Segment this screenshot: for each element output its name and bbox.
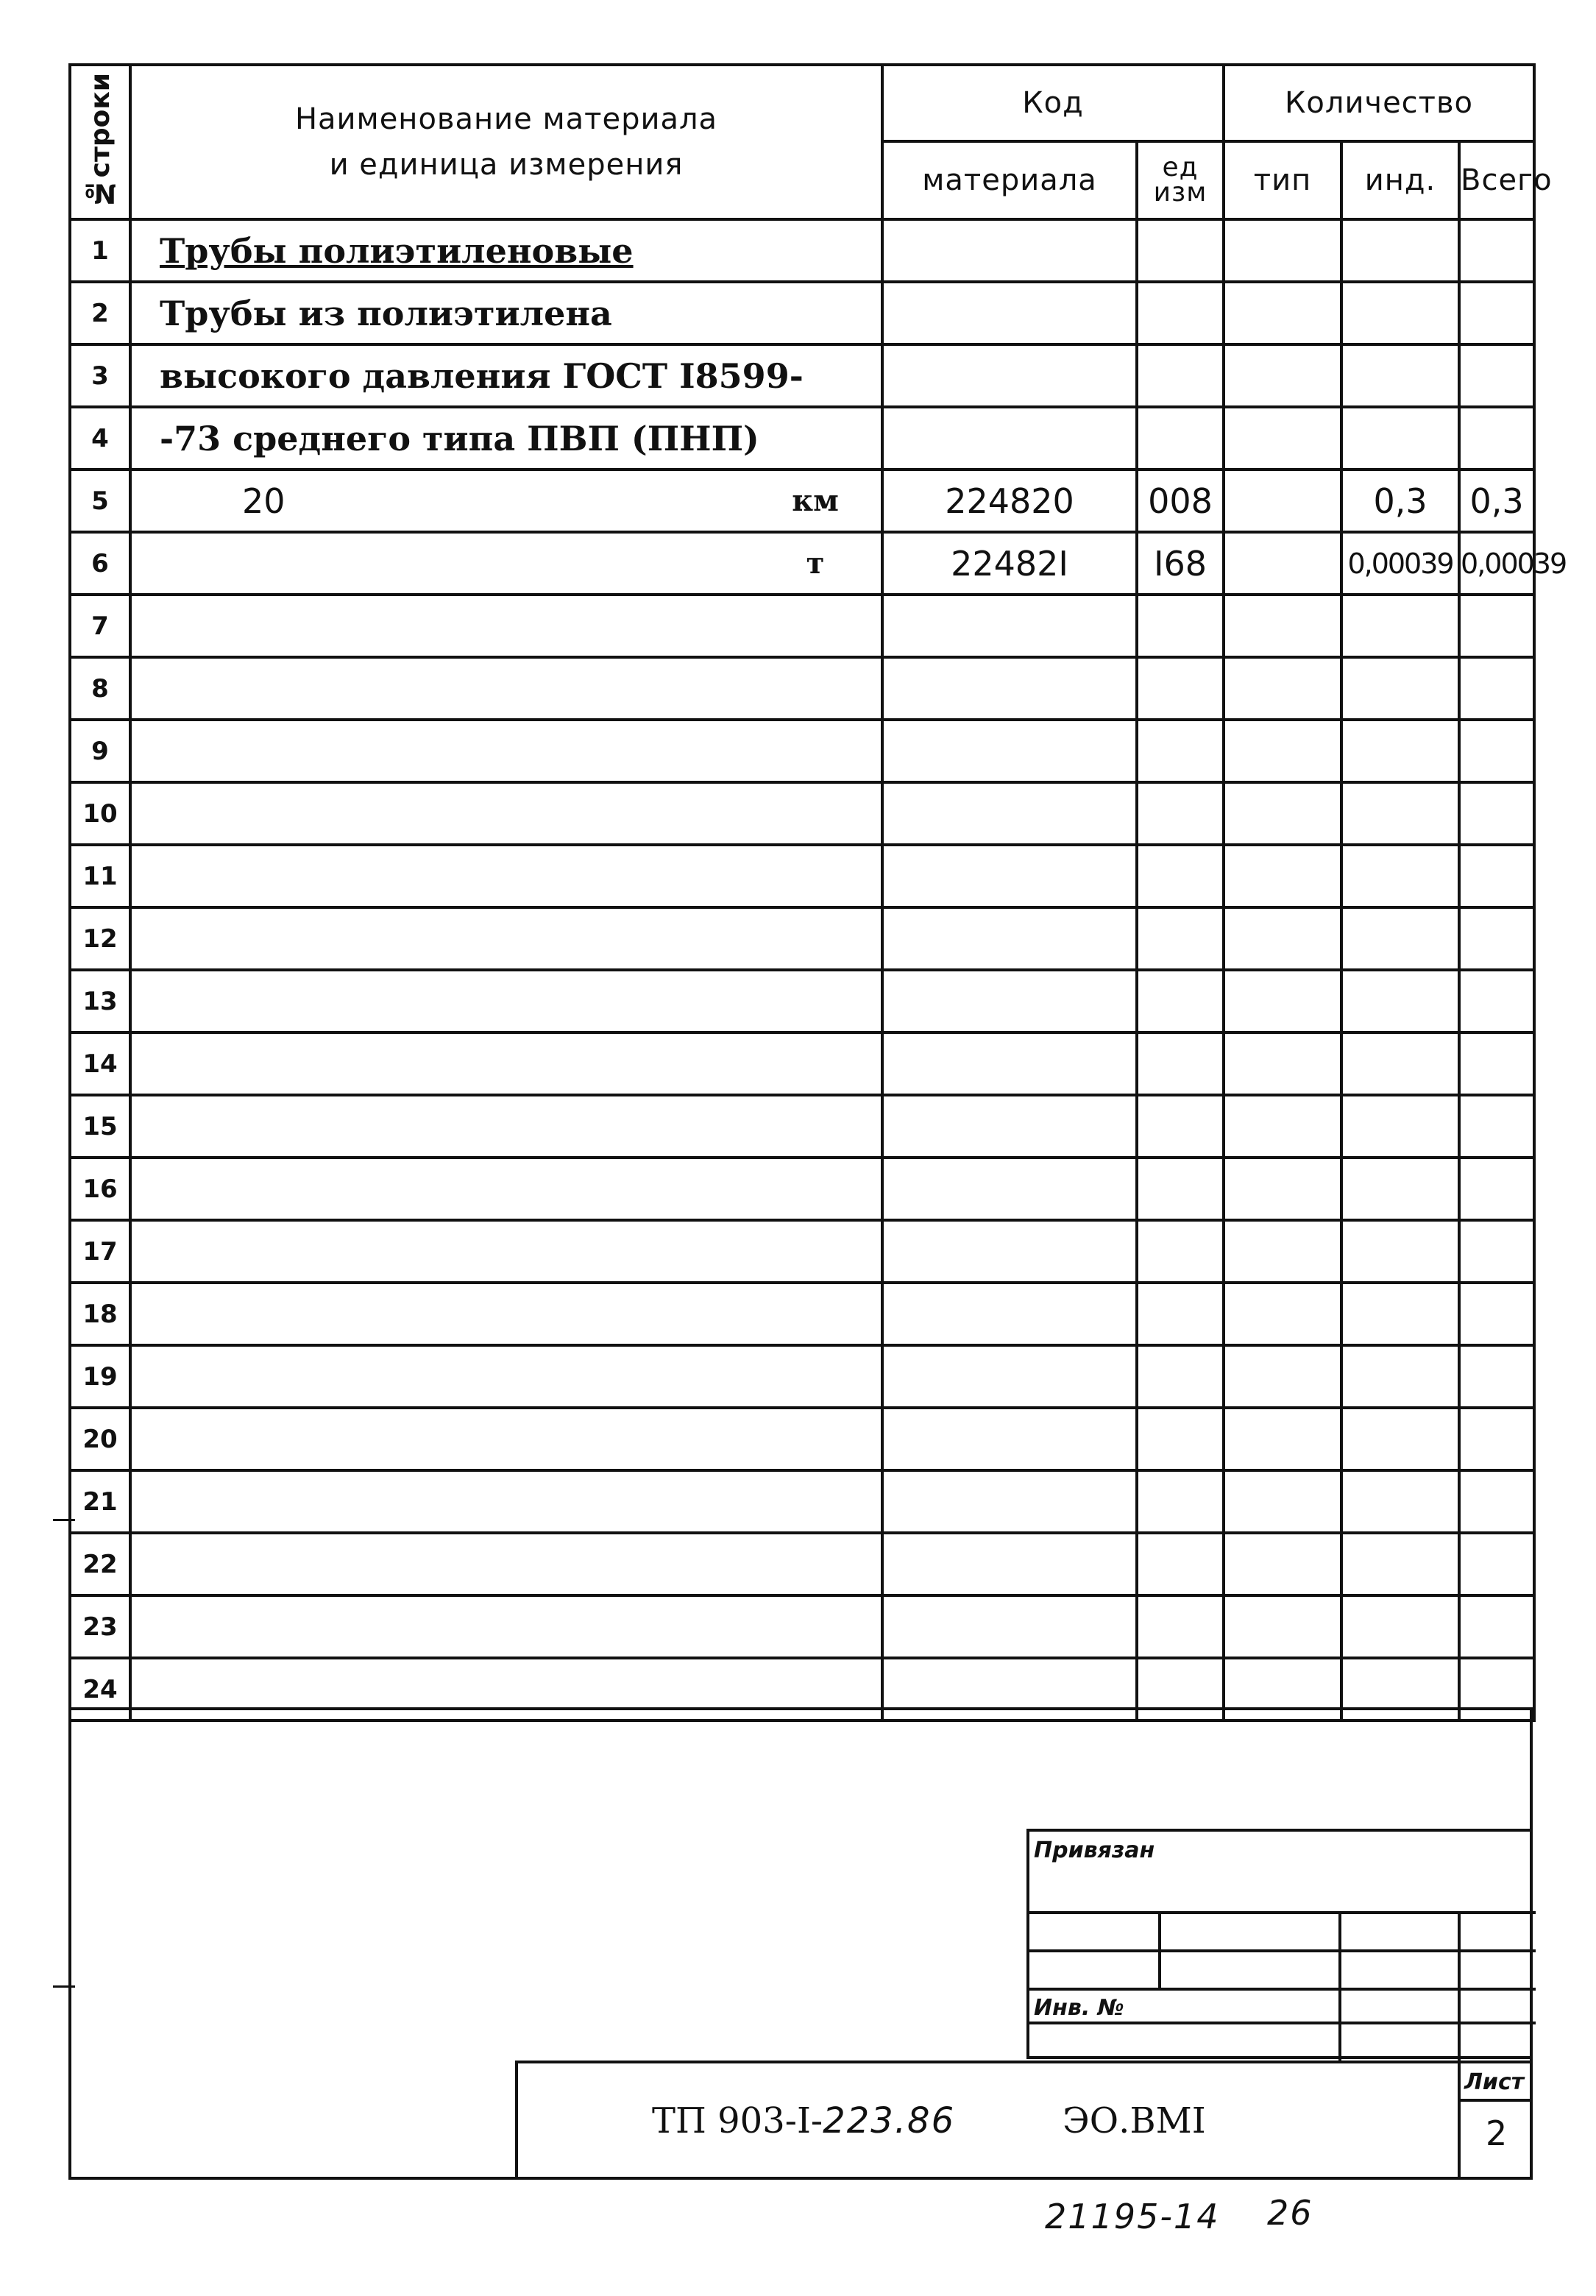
qty-individual [1341, 1220, 1459, 1283]
qty-total [1459, 407, 1534, 470]
qty-individual [1341, 1095, 1459, 1158]
code-unit-label: ед изм [1153, 152, 1207, 208]
unit-code [1137, 720, 1224, 782]
qty-individual [1341, 1408, 1459, 1470]
qty-total [1459, 720, 1534, 782]
unit-code [1137, 344, 1224, 407]
qty-individual: 0,3 [1341, 470, 1459, 532]
qty-individual [1341, 720, 1459, 782]
unit-code [1137, 1533, 1224, 1595]
material-name-text [132, 1169, 160, 1209]
margin-tick-2 [53, 1985, 75, 1988]
name-header [130, 65, 882, 219]
qty-individual [1341, 1345, 1459, 1408]
material-name-text [132, 1232, 160, 1272]
material-name-text [132, 1670, 160, 1709]
qty-individual: 0,00039 [1341, 532, 1459, 595]
material-code [882, 1595, 1137, 1658]
sheet-number: 2 [1486, 2113, 1508, 2153]
material-code [882, 970, 1137, 1032]
material-name [130, 1158, 750, 1220]
material-name-text [132, 794, 160, 834]
qty-total [1459, 282, 1534, 344]
unit-code [1137, 1158, 1224, 1220]
material-name [130, 845, 750, 907]
qty-type [1224, 907, 1341, 970]
table-row [70, 1095, 1534, 1158]
qty-type [1224, 219, 1341, 282]
qty-type [1224, 1470, 1341, 1533]
qty-total [1459, 1408, 1534, 1470]
qty-total [1459, 1470, 1534, 1533]
material-code [882, 782, 1137, 845]
row-number: 2 [70, 282, 130, 344]
unit-code [1137, 1095, 1224, 1158]
unit-of-measure [750, 1032, 882, 1095]
unit-of-measure [750, 970, 882, 1032]
quantity-header: Количество [1224, 65, 1534, 141]
material-name-text: Трубы полиэтиленовые [160, 230, 634, 271]
qty-total [1459, 1345, 1534, 1408]
table-row [70, 1220, 1534, 1283]
material-name [130, 907, 750, 970]
table-row [70, 282, 1534, 344]
qty-total [1459, 219, 1534, 282]
qty-individual [1341, 407, 1459, 470]
unit-of-measure [750, 1095, 882, 1158]
inv-no-label: Инв. № [1034, 1995, 1124, 2021]
qty-total [1459, 1595, 1534, 1658]
table-row [70, 407, 1534, 470]
qty-type [1224, 344, 1341, 407]
qty-type [1224, 1345, 1341, 1408]
qty-individual [1341, 219, 1459, 282]
name-header-line2: и единица измерения [329, 148, 684, 182]
qty-type [1224, 720, 1341, 782]
unit-of-measure [750, 1470, 882, 1533]
row-number: 5 [70, 470, 130, 532]
qty-total [1459, 1220, 1534, 1283]
qty-type [1224, 782, 1341, 845]
table-row [70, 595, 1534, 657]
qty-total [1459, 782, 1534, 845]
name-header-line1: Наименование материала [294, 102, 718, 136]
material-code [882, 595, 1137, 657]
table-row [70, 845, 1534, 907]
unit-code: I68 [1137, 532, 1224, 595]
material-name [130, 1345, 750, 1408]
row-number: 15 [70, 1095, 130, 1158]
material-name-text: высокого давления ГОСТ I8599- [160, 355, 804, 396]
qty-type [1224, 1408, 1341, 1470]
material-name-text [132, 1482, 160, 1522]
material-name-text [132, 544, 160, 584]
material-code [882, 1345, 1137, 1408]
unit-code [1137, 657, 1224, 720]
row-number: 6 [70, 532, 130, 595]
material-name-text [132, 919, 160, 959]
unit-of-measure [750, 595, 882, 657]
qty-total [1459, 595, 1534, 657]
material-name-text: 20 [242, 481, 285, 521]
unit-code [1137, 970, 1224, 1032]
material-name-text: Трубы из полиэтилена [160, 293, 612, 333]
qty-total [1459, 1095, 1534, 1158]
qty-individual [1341, 1470, 1459, 1533]
table-row [70, 532, 1534, 595]
material-name [130, 1032, 750, 1095]
row-number: 14 [70, 1032, 130, 1095]
qty-type [1224, 595, 1341, 657]
privyazan-label: Привязан [1034, 1838, 1155, 1863]
material-name [130, 657, 750, 720]
qty-type [1224, 1095, 1341, 1158]
qty-type [1224, 1220, 1341, 1283]
unit-of-measure [750, 1158, 882, 1220]
qty-individual [1341, 1158, 1459, 1220]
qty-type [1224, 532, 1341, 595]
spec-table [68, 63, 1567, 1722]
lower-frame [68, 1707, 1533, 2180]
qty-total [1459, 845, 1534, 907]
material-name [130, 532, 750, 595]
material-name [130, 1595, 750, 1658]
unit-of-measure [750, 407, 882, 470]
material-code [882, 344, 1137, 407]
material-name-text [132, 606, 160, 646]
qty-type [1224, 970, 1341, 1032]
code-header: Код [882, 65, 1224, 141]
row-number: 18 [70, 1283, 130, 1345]
material-name-text [132, 731, 160, 771]
spec-table-body [70, 65, 1567, 1721]
unit-of-measure [750, 720, 882, 782]
qty-total [1459, 1533, 1534, 1595]
unit-code [1137, 407, 1224, 470]
table-row [70, 907, 1534, 970]
unit-code [1137, 1283, 1224, 1345]
table-row [70, 1470, 1534, 1533]
unit-code: 008 [1137, 470, 1224, 532]
row-number: 20 [70, 1408, 130, 1470]
material-code: 22482I [882, 532, 1137, 595]
row-number: 3 [70, 344, 130, 407]
doc-mark: ЭО.ВМI [1063, 2100, 1206, 2141]
unit-code [1137, 595, 1224, 657]
material-code [882, 657, 1137, 720]
qty-individual [1341, 1533, 1459, 1595]
unit-of-measure [750, 1345, 882, 1408]
material-code [882, 1220, 1137, 1283]
qty-type [1224, 845, 1341, 907]
unit-of-measure [750, 1408, 882, 1470]
material-name [130, 344, 804, 407]
qty-type [1224, 470, 1341, 532]
row-number: 21 [70, 1470, 130, 1533]
material-code [882, 1408, 1137, 1470]
row-number: 4 [70, 407, 130, 470]
row-number: 16 [70, 1158, 130, 1220]
material-name [130, 1408, 750, 1470]
table-row [70, 1158, 1534, 1220]
row-number: 1 [70, 219, 130, 282]
unit-of-measure [750, 282, 882, 344]
qty-type [1224, 1032, 1341, 1095]
qty-type [1224, 282, 1341, 344]
material-code [882, 1533, 1137, 1595]
material-code [882, 1032, 1137, 1095]
material-code [882, 907, 1137, 970]
unit-of-measure [750, 782, 882, 845]
qty-individual [1341, 344, 1459, 407]
row-number: 22 [70, 1533, 130, 1595]
row-number: 17 [70, 1220, 130, 1283]
qty-total [1459, 1158, 1534, 1220]
material-name [130, 407, 759, 470]
unit-of-measure [750, 1533, 882, 1595]
qty-type [1224, 1158, 1341, 1220]
qty-type [1224, 1283, 1341, 1345]
qty-type [1224, 407, 1341, 470]
material-code [882, 1158, 1137, 1220]
unit-code [1137, 219, 1224, 282]
qty-total [1459, 344, 1534, 407]
table-row [70, 657, 1534, 720]
unit-code [1137, 282, 1224, 344]
page-number: 26 [1267, 2193, 1313, 2233]
code-unit-header [1137, 141, 1224, 219]
row-number: 9 [70, 720, 130, 782]
material-name [130, 219, 750, 282]
unit-of-measure [750, 845, 882, 907]
material-name-text [132, 669, 160, 709]
unit-code [1137, 907, 1224, 970]
material-name-text [132, 1545, 160, 1584]
qty-individual [1341, 282, 1459, 344]
table-row [70, 1032, 1534, 1095]
qty-total: 0,00039 [1459, 532, 1534, 595]
material-code [882, 282, 1137, 344]
qty-type-header: тип [1224, 141, 1341, 219]
material-name-text [132, 1607, 160, 1647]
material-name [130, 720, 750, 782]
table-row [70, 720, 1534, 782]
table-row [70, 1595, 1534, 1658]
header-row-1 [70, 65, 1534, 141]
unit-code [1137, 1408, 1224, 1470]
qty-total-header: Всего [1459, 141, 1534, 219]
material-name-text [132, 1044, 160, 1084]
qty-total [1459, 657, 1534, 720]
qty-individual [1341, 845, 1459, 907]
unit-code [1137, 1220, 1224, 1283]
material-name [130, 595, 750, 657]
material-name-text [132, 857, 160, 896]
unit-of-measure [750, 1595, 882, 1658]
material-code [882, 845, 1137, 907]
unit-of-measure [750, 657, 882, 720]
row-number: 23 [70, 1595, 130, 1658]
qty-type [1224, 1533, 1341, 1595]
unit-of-measure [750, 1220, 882, 1283]
material-name-text [132, 982, 160, 1021]
unit-code [1137, 845, 1224, 907]
table-row [70, 344, 1534, 407]
material-name [130, 1220, 750, 1283]
material-name [130, 782, 750, 845]
unit-of-measure: т [750, 532, 882, 595]
qty-individual [1341, 1283, 1459, 1345]
material-name [130, 1470, 750, 1533]
row-number: 24 [70, 1658, 130, 1721]
unit-code [1137, 1345, 1224, 1408]
table-row [70, 1283, 1534, 1345]
material-name-text: -73 среднего типа ПВП (ПНП) [160, 418, 759, 458]
unit-of-measure [750, 1283, 882, 1345]
row-number: 7 [70, 595, 130, 657]
row-number: 12 [70, 907, 130, 970]
qty-total [1459, 907, 1534, 970]
qty-total [1459, 970, 1534, 1032]
table-row [70, 1408, 1534, 1470]
material-name [130, 1095, 750, 1158]
qty-individual [1341, 782, 1459, 845]
qty-total [1459, 1032, 1534, 1095]
row-number: 11 [70, 845, 130, 907]
code-material-header: материала [882, 141, 1137, 219]
material-name-text [132, 1357, 160, 1397]
qty-individual [1341, 657, 1459, 720]
table-row [70, 1345, 1534, 1408]
doc-code-printed: ТП 903-I- [652, 2100, 823, 2141]
qty-individual [1341, 970, 1459, 1032]
qty-individual [1341, 595, 1459, 657]
row-no-label: №строки [85, 73, 116, 208]
unit-code [1137, 1470, 1224, 1533]
row-number: 19 [70, 1345, 130, 1408]
qty-individual [1341, 907, 1459, 970]
table-row [70, 782, 1534, 845]
material-name-text [132, 1107, 160, 1147]
qty-individual [1341, 1595, 1459, 1658]
sheet-label: Лист [1464, 2069, 1525, 2095]
unit-code [1137, 1032, 1224, 1095]
material-name [130, 1283, 750, 1345]
unit-of-measure: км [750, 470, 882, 532]
material-code [882, 720, 1137, 782]
material-code: 224820 [882, 470, 1137, 532]
unit-code [1137, 782, 1224, 845]
row-number: 10 [70, 782, 130, 845]
material-name-text [132, 1294, 160, 1334]
material-name [130, 1533, 750, 1595]
material-name [130, 970, 750, 1032]
material-code [882, 1283, 1137, 1345]
table-row [70, 219, 1534, 282]
row-no-header [70, 65, 130, 219]
unit-code [1137, 1595, 1224, 1658]
qty-total: 0,3 [1459, 470, 1534, 532]
qty-type [1224, 657, 1341, 720]
qty-type [1224, 1595, 1341, 1658]
material-name [130, 282, 750, 344]
table-row [70, 970, 1534, 1032]
material-code [882, 1470, 1137, 1533]
qty-individual [1341, 1032, 1459, 1095]
qty-ind-header: инд. [1341, 141, 1459, 219]
qty-total [1459, 1283, 1534, 1345]
doc-code-handwritten: 223.86 [823, 2100, 956, 2141]
unit-of-measure [750, 907, 882, 970]
table-row [70, 470, 1534, 532]
row-number: 13 [70, 970, 130, 1032]
material-name-text [132, 1420, 160, 1459]
table-row [70, 1533, 1534, 1595]
material-code [882, 219, 1137, 282]
material-code [882, 407, 1137, 470]
unit-of-measure [750, 219, 882, 282]
row-number: 8 [70, 657, 130, 720]
archive-number: 21195-14 [1045, 2197, 1220, 2236]
material-name [130, 470, 750, 532]
margin-tick-1 [53, 1519, 75, 1521]
material-code [882, 1095, 1137, 1158]
